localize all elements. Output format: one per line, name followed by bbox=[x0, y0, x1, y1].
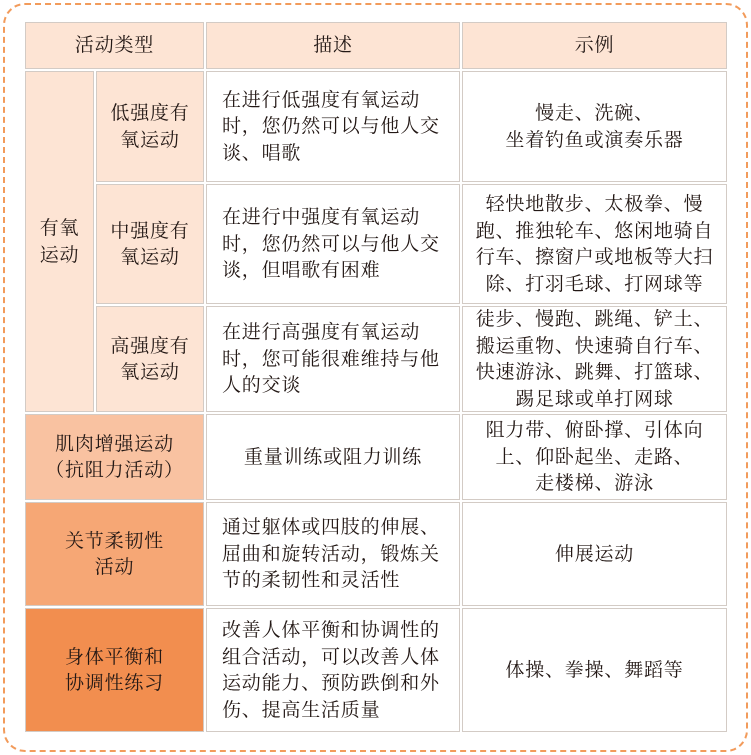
cell-text-line: 阻力带、俯卧撑、引体向 bbox=[485, 419, 704, 442]
cell-text-line: 上、仰卧起坐、走路、 bbox=[495, 445, 694, 468]
cell-text-line: 肌肉增强运动 bbox=[55, 432, 174, 455]
header-example-label: 示例 bbox=[574, 34, 615, 57]
cell-text-line: 有氧 bbox=[39, 217, 80, 239]
cell-text-line: 快速游泳、跳舞、打篮球、 bbox=[475, 361, 714, 383]
cell-text-line: 在进行高强度有氧运动 bbox=[222, 321, 421, 344]
description-cell-muscle-strengthening bbox=[206, 414, 460, 500]
cell-text-line: 除、打羽毛球、打网球等 bbox=[485, 272, 704, 295]
cell-text-line: 在进行低强度有氧运动 bbox=[222, 88, 421, 111]
description-cell-high-intensity bbox=[206, 306, 460, 412]
cell-text-line: 走楼梯、游泳 bbox=[535, 472, 654, 495]
type-cell-high-intensity bbox=[96, 306, 204, 412]
type-cell-joint-flexibility bbox=[25, 502, 204, 606]
cell-text-line: 谈，但唱歌有困难 bbox=[222, 259, 381, 282]
cell-text-line: 伸展运动 bbox=[554, 542, 635, 565]
cell-text-line: 徒步、慢跑、跳绳、铲土、 bbox=[475, 308, 714, 330]
cell-text-line: 坐着钓鱼或演奏乐器 bbox=[505, 128, 684, 151]
type-cell-medium-intensity bbox=[96, 184, 204, 304]
cell-text-line: 身体平衡和 bbox=[64, 645, 164, 668]
example-cell-balance-coordination bbox=[462, 608, 727, 732]
example-cell-medium-intensity bbox=[462, 184, 727, 304]
example-cell-joint-flexibility bbox=[462, 502, 727, 606]
cell-text-line: 人的交谈 bbox=[222, 374, 302, 397]
type-cell-low-intensity bbox=[96, 71, 204, 182]
description-cell-balance-coordination bbox=[206, 608, 460, 732]
example-cell-high-intensity bbox=[462, 306, 727, 412]
cell-text-line: （抗阻力活动） bbox=[45, 459, 184, 481]
cell-text-line: 重量训练或阻力训练 bbox=[243, 445, 423, 468]
cell-text-line: 高强度有 bbox=[110, 334, 190, 357]
cell-text-line: 运动能力、预防跌倒和外 bbox=[222, 672, 440, 694]
cell-text-line: 谈、唱歌 bbox=[222, 141, 302, 164]
cell-text-line: 组合活动，可以改善人体 bbox=[222, 645, 440, 668]
type-cell-muscle-strengthening bbox=[25, 414, 204, 500]
cell-text-line: 时，您仍然可以与他人交 bbox=[222, 232, 440, 255]
cell-text-line: 在进行中强度有氧运动 bbox=[222, 206, 421, 229]
cell-text-line: 慢走、洗碗、 bbox=[535, 102, 654, 124]
cell-text-line: 氧运动 bbox=[120, 246, 180, 268]
cell-text-line: 活动 bbox=[94, 556, 135, 578]
cell-text-line: 行车、擦窗户或地板等大扫 bbox=[475, 246, 714, 268]
cell-text-line: 改善人体平衡和协调性的 bbox=[222, 619, 440, 641]
header-activity-type-label: 活动类型 bbox=[74, 34, 155, 57]
header-description bbox=[206, 22, 460, 69]
cell-text-line: 踢足球或单打网球 bbox=[515, 387, 674, 410]
cell-text-line: 体操、拳操、舞蹈等 bbox=[505, 658, 684, 681]
cell-text-line: 低强度有 bbox=[110, 102, 190, 124]
cell-text-line: 氧运动 bbox=[120, 361, 180, 383]
cell-text-line: 中强度有 bbox=[110, 219, 190, 242]
cell-text-line: 氧运动 bbox=[120, 128, 180, 151]
cell-text-line: 通过躯体或四肢的伸展、 bbox=[222, 516, 440, 539]
cell-text-line: 搬运重物、快速骑自行车、 bbox=[475, 334, 714, 357]
description-cell-joint-flexibility bbox=[206, 502, 460, 606]
cell-text-line: 屈曲和旋转活动，锻炼关 bbox=[222, 542, 440, 565]
cell-text-line: 运动 bbox=[39, 243, 80, 266]
type-cell-balance-coordination bbox=[25, 608, 204, 732]
cell-text-line: 时，您仍然可以与他人交 bbox=[222, 115, 440, 138]
example-cell-muscle-strengthening bbox=[462, 414, 727, 500]
cell-text-line: 跑、推独轮车、悠闲地骑自 bbox=[475, 219, 714, 242]
example-cell-low-intensity bbox=[462, 71, 727, 182]
aerobic-exercise-cell bbox=[25, 71, 94, 412]
header-description-label: 描述 bbox=[313, 34, 353, 57]
cell-text-line: 关节柔韧性 bbox=[64, 529, 164, 552]
activity-table bbox=[25, 22, 727, 732]
cell-text-line: 时，您可能很难维持与他 bbox=[222, 347, 440, 370]
description-cell-low-intensity bbox=[206, 71, 460, 182]
cell-text-line: 伤、提高生活质量 bbox=[222, 698, 381, 721]
cell-text-line: 节的柔韧性和灵活性 bbox=[222, 569, 401, 592]
header-example bbox=[462, 22, 727, 69]
header-activity-type bbox=[25, 22, 204, 69]
cell-text-line: 轻快地散步、太极拳、慢 bbox=[485, 193, 704, 215]
cell-text-line: 协调性练习 bbox=[64, 672, 164, 694]
description-cell-medium-intensity bbox=[206, 184, 460, 304]
